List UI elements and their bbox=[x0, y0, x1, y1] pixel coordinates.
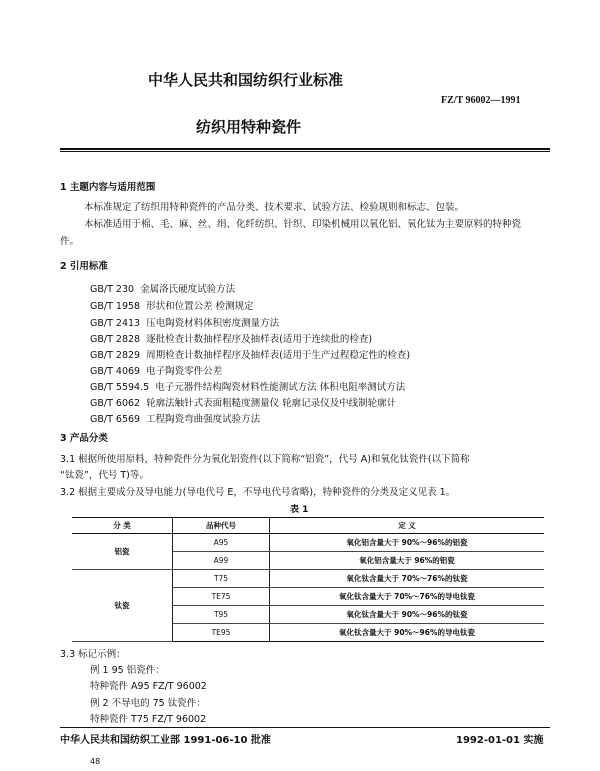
reference-title: 压电陶瓷材料体积密度测量方法 bbox=[146, 318, 280, 329]
reference-code: GB/T 230 bbox=[90, 284, 135, 295]
definition-cell: 氧化铝含量大于 96%的铝瓷 bbox=[270, 552, 545, 570]
approval-statement: 中华人民共和国纺织工业部 1991-06-10 批准 bbox=[60, 735, 271, 746]
issuing-body-title: 中华人民共和国纺织行业标准 bbox=[148, 71, 344, 89]
clause-3-1-line-1: 3.1 根据所使用原料，特种瓷件分为氧化铝瓷件(以下简称“铝瓷”，代号 A)和氧化钛瓷件(以下简称 bbox=[60, 454, 470, 465]
table-row bbox=[72, 534, 544, 552]
section-2-heading: 2 引用标准 bbox=[60, 261, 108, 272]
reference-title: 逐批检查计数抽样程序及抽样表(适用于连续批的检查) bbox=[146, 334, 373, 345]
reference-item bbox=[90, 379, 405, 393]
reference-title: 轮廓法触针式表面粗糙度测量仪 轮廓记录仪及中线制轮廓计 bbox=[146, 398, 397, 409]
code-cell: TE75 bbox=[173, 588, 270, 606]
section-3-heading: 3 产品分类 bbox=[60, 433, 108, 444]
page-number: 48 bbox=[90, 757, 101, 766]
reference-item bbox=[90, 347, 410, 361]
reference-item bbox=[90, 315, 279, 329]
reference-title: 周期检查计数抽样程序及抽样表(适用于生产过程稳定性的检查) bbox=[146, 350, 411, 361]
reference-item bbox=[90, 281, 235, 295]
reference-title: 工程陶瓷弯曲强度试验方法 bbox=[146, 414, 261, 425]
footer-rule bbox=[60, 727, 550, 728]
reference-title: 电子元器件结构陶瓷材料性能测试方法 体积电阻率测试方法 bbox=[155, 382, 406, 393]
reference-code: GB/T 5594.5 bbox=[90, 382, 150, 393]
header-rule-top bbox=[60, 148, 550, 150]
definition-cell: 氧化钛含量大于 90%～96%的导电钛瓷 bbox=[270, 624, 545, 642]
reference-item bbox=[90, 331, 372, 345]
definition-cell: 氧化钛含量大于 70%～76%的导电钛瓷 bbox=[270, 588, 545, 606]
reference-code: GB/T 2828 bbox=[90, 334, 141, 345]
section-1-paragraph-2-line-1: 本标准适用于棉、毛、麻、丝、绢、化纤纺织、针织、印染机械用以氧化铝、氧化钛为主要原料的特种瓷 bbox=[84, 219, 522, 230]
definition-cell: 氧化钛含量大于 70%～76%的钛瓷 bbox=[270, 570, 545, 588]
section-1-paragraph-1: 本标准规定了纺织用特种瓷件的产品分类、技术要求、试验方法、检验规则和标志、包装。 bbox=[84, 202, 465, 213]
table-header-row bbox=[72, 518, 544, 534]
example-2-mark: 特种瓷件 T75 FZ/T 96002 bbox=[90, 714, 207, 725]
classification-table bbox=[72, 517, 544, 642]
code-cell: TE95 bbox=[173, 624, 270, 642]
category-cell: 铝瓷 bbox=[72, 534, 173, 570]
example-2-title: 例 2 不导电的 75 钛瓷件： bbox=[90, 698, 206, 709]
code-cell: A99 bbox=[173, 552, 270, 570]
section-1-heading: 1 主题内容与适用范围 bbox=[60, 182, 156, 193]
standard-code: FZ/T 96002—1991 bbox=[441, 95, 521, 106]
reference-title: 形状和位置公差 检测规定 bbox=[146, 301, 254, 312]
header-rule-bottom bbox=[60, 151, 550, 152]
reference-item bbox=[90, 395, 396, 409]
reference-code: GB/T 2829 bbox=[90, 350, 141, 361]
code-cell: T75 bbox=[173, 570, 270, 588]
header-definition: 定 义 bbox=[270, 518, 545, 534]
document-title: 纺织用特种瓷件 bbox=[196, 118, 302, 136]
implementation-date: 1992-01-01 实施 bbox=[456, 735, 544, 746]
definition-cell: 氧化钛含量大于 90%～96%的钛瓷 bbox=[270, 606, 545, 624]
clause-3-1-line-2: “钛瓷”，代号 T)等。 bbox=[60, 470, 149, 481]
clause-3-2: 3.2 根据主要成分及导电能力(导电代号 E，不导电代号省略)，特种瓷件的分类及定义见表 1。 bbox=[60, 487, 456, 498]
section-1-paragraph-2-line-2: 件。 bbox=[60, 236, 80, 247]
reference-code: GB/T 4069 bbox=[90, 366, 141, 377]
reference-code: GB/T 6062 bbox=[90, 398, 141, 409]
header-code: 品种代号 bbox=[173, 518, 270, 534]
example-1-title: 例 1 95 铝瓷件： bbox=[90, 665, 165, 676]
reference-title: 电子陶瓷零件公差 bbox=[146, 366, 223, 377]
reference-item bbox=[90, 298, 254, 312]
reference-code: GB/T 2413 bbox=[90, 318, 141, 329]
definition-cell: 氧化铝含量大于 90%～96%的铝瓷 bbox=[270, 534, 545, 552]
example-1-mark: 特种瓷件 A95 FZ/T 96002 bbox=[90, 681, 207, 692]
header-category: 分 类 bbox=[72, 518, 173, 534]
code-cell: T95 bbox=[173, 606, 270, 624]
code-cell: A95 bbox=[173, 534, 270, 552]
reference-code: GB/T 1958 bbox=[90, 301, 141, 312]
reference-item bbox=[90, 411, 260, 425]
reference-title: 金属洛氏硬度试验方法 bbox=[140, 284, 236, 295]
reference-code: GB/T 6569 bbox=[90, 414, 141, 425]
table-caption: 表 1 bbox=[290, 505, 309, 515]
clause-3-3: 3.3 标记示例： bbox=[60, 649, 126, 660]
reference-item bbox=[90, 363, 222, 377]
category-cell: 钛瓷 bbox=[72, 570, 173, 642]
table-row bbox=[72, 570, 544, 588]
